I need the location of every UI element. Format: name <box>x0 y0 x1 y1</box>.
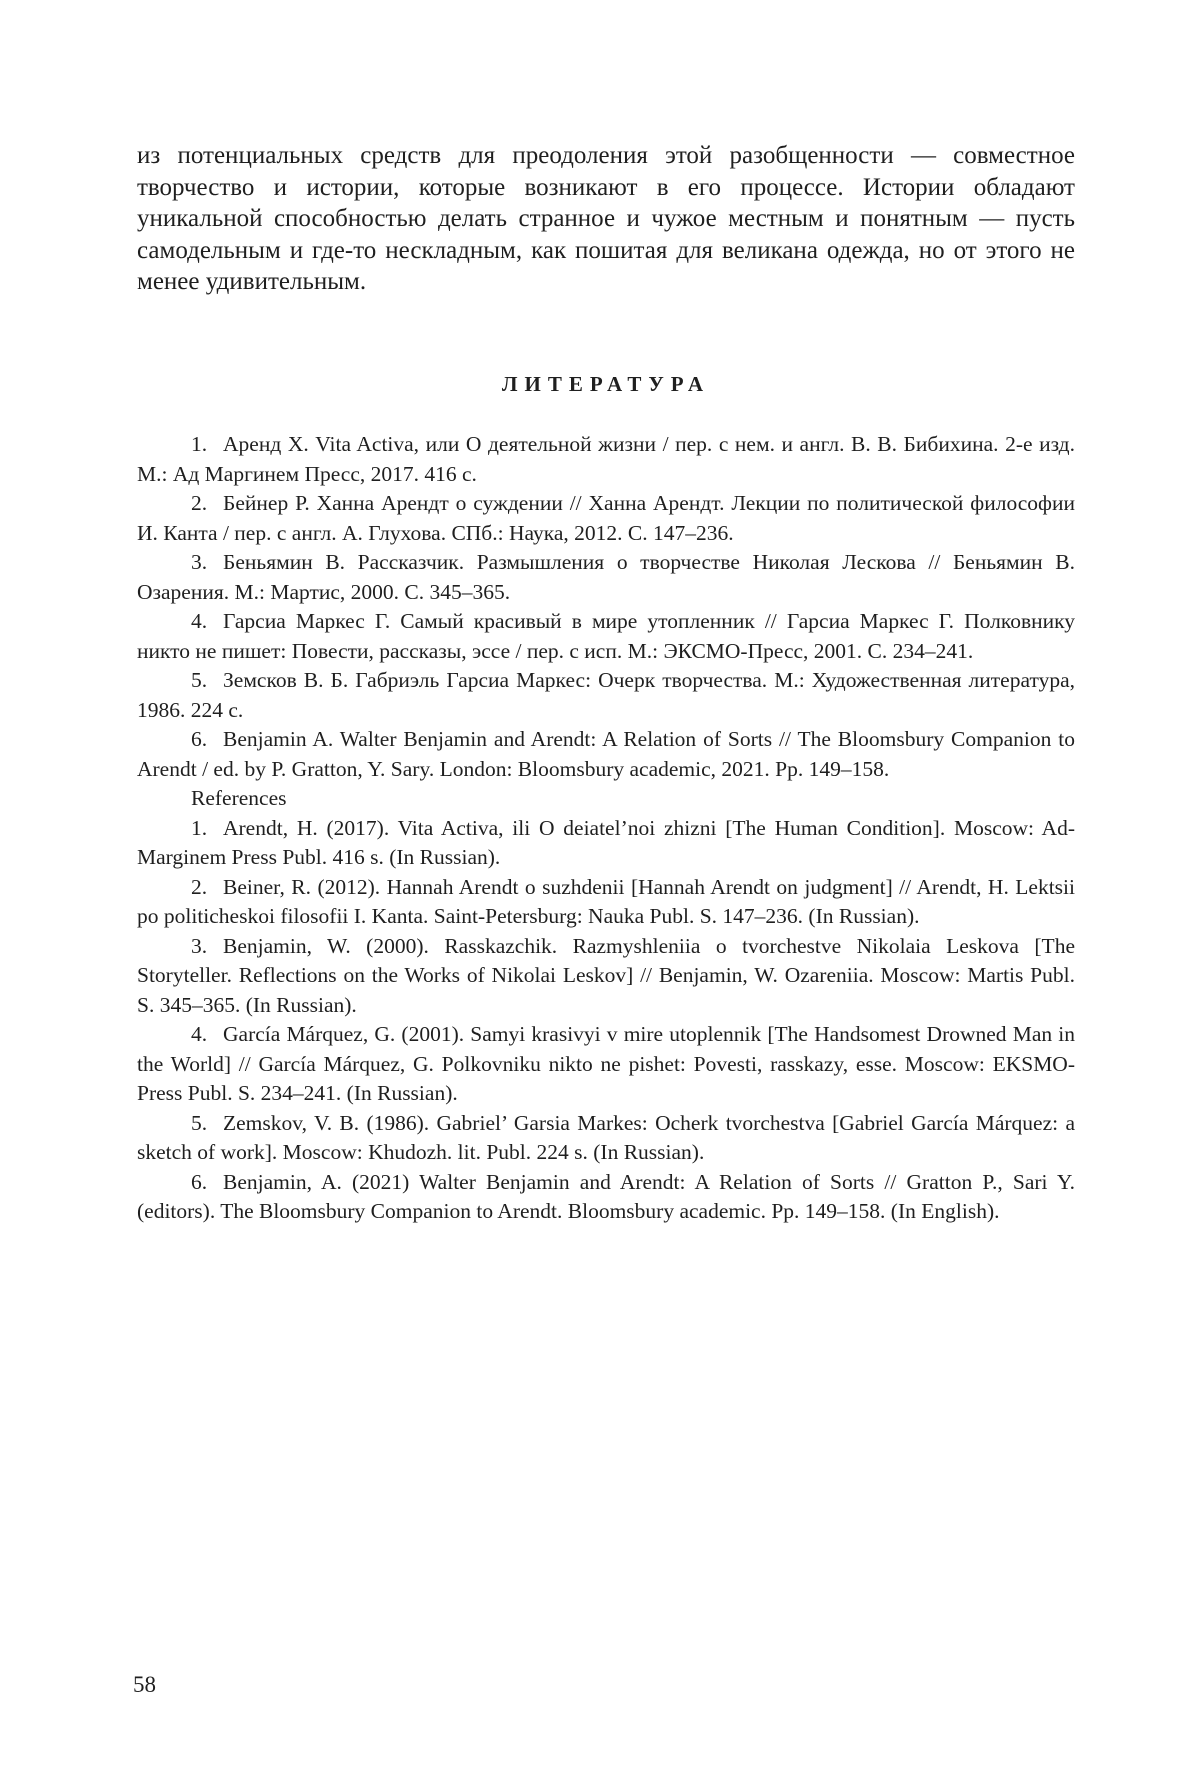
item-text: Бейнер Р. Ханна Арендт о суждении // Ханна Арендт. Лекции по политической философии И. Канта / пер. с англ. А. Глухова. СПб.: Наука, 2012. С. 147–236. <box>137 491 1075 545</box>
reference-item <box>137 1020 1075 1109</box>
reference-item <box>137 932 1075 1021</box>
page-content <box>137 140 1075 1223</box>
item-text: Гарсиа Маркес Г. Самый красивый в мире утопленник // Гарсиа Маркес Г. Полковнику никто не пишет: Повести, рассказы, эссе / пер. с исп. М.: ЭКСМО-Пресс, 2001. С. 234–241. <box>137 609 1075 663</box>
item-text: Беньямин В. Рассказчик. Размышления о творчестве Николая Лескова // Беньямин В. Озарения. М.: Мартис, 2000. С. 345–365. <box>137 550 1075 604</box>
references-list <box>137 814 1075 1227</box>
literature-item <box>137 725 1075 784</box>
body-paragraph: из потенциальных средств для преодоления этой разобщенности — совместное творчество и истории, которые возникают в его процессе. Истории обладают уникальной способностью делать странное и чужое местным и понятным — пусть самодельным и где-то нескладным, как пошитая для великана одежда, но от этого не менее удивительным. <box>137 142 1075 295</box>
item-text: Benjamin A. Walter Benjamin and Arendt: A Relation of Sorts // The Bloomsbury Companion to Arendt / ed. by P. Gratton, Y. Sary. London: Bloomsbury academic, 2021. Pp. 149–158. <box>137 727 1075 781</box>
references-heading: References <box>191 786 287 810</box>
reference-item <box>137 814 1075 873</box>
literature-item <box>137 607 1075 666</box>
literature-item <box>137 548 1075 607</box>
item-number: 3. <box>191 933 208 958</box>
item-text: Benjamin, A. (2021) Walter Benjamin and Arendt: A Relation of Sorts // Gratton P., Sari Y. (editors). The Bloomsbury Companion to Arendt. Bloomsbury academic. Pp. 149–158. (In English). <box>137 1169 1075 1223</box>
reference-item <box>137 1168 1075 1227</box>
item-number: 2. <box>191 874 208 899</box>
item-text: Benjamin, W. (2000). Rasskazchik. Razmyshleniia o tvorchestve Nikolaia Leskova [The Storyteller. Reflections on the Works of Nikolai Leskov] // Benjamin, W. Ozareniia. Moscow: Martis Publ. S. 345–365. (In Russian). <box>137 933 1075 1017</box>
item-text: Arendt, H. (2017). Vita Activa, ili O deiatel’noi zhizni [The Human Condition]. Moscow: Ad-Marginem Press Publ. 416 s. (In Russian). <box>137 815 1075 869</box>
item-number: 1. <box>191 432 208 456</box>
item-number: 4. <box>191 609 208 633</box>
literature-heading: ЛИТЕРАТУРА <box>501 372 711 396</box>
item-number: 5. <box>191 668 208 692</box>
item-number: 2. <box>191 491 208 515</box>
item-text: Земсков В. Б. Габриэль Гарсиа Маркес: Очерк творчества. М.: Художественная литература, 1986. 224 с. <box>137 668 1075 722</box>
item-number: 6. <box>191 1169 208 1194</box>
item-text: Аренд Х. Vita Activa, или О деятельной жизни / пер. с нем. и англ. В. В. Бибихина. 2-е изд. М.: Ад Маргинем Пресс, 2017. 416 с. <box>137 432 1075 486</box>
bibliography <box>137 430 1075 1227</box>
reference-item <box>137 1109 1075 1168</box>
page-number: 58 <box>133 1672 156 1697</box>
literature-list <box>137 430 1075 784</box>
literature-item <box>137 489 1075 548</box>
item-number: 3. <box>191 550 208 574</box>
item-number: 5. <box>191 1110 208 1135</box>
item-text: García Márquez, G. (2001). Samyi krasivyi v mire utoplennik [The Handsomest Drowned Man in the World] // García Márquez, G. Polkovniku nikto ne pishet: Povesti, rasskazy, esse. Moscow: EKSMO-Press Publ. S. 234–241. (In Russian). <box>137 1022 1075 1105</box>
literature-item <box>137 666 1075 725</box>
item-text: Zemskov, V. B. (1986). Gabriel’ Garsia Markes: Ocherk tvorchestva [Gabriel García Márquez: a sketch of work]. Moscow: Khudozh. lit. Publ. 224 s. (In Russian). <box>137 1110 1075 1164</box>
literature-item <box>137 430 1075 489</box>
item-text: Beiner, R. (2012). Hannah Arendt o suzhdenii [Hannah Arendt on judgment] // Arendt, H. Lektsii po politicheskoi filosofii I. Kanta. Saint-Petersburg: Nauka Publ. S. 147–236. (In Russian). <box>137 874 1075 928</box>
item-number: 4. <box>191 1022 208 1046</box>
item-number: 6. <box>191 727 208 751</box>
item-number: 1. <box>191 815 208 840</box>
reference-item <box>137 873 1075 932</box>
